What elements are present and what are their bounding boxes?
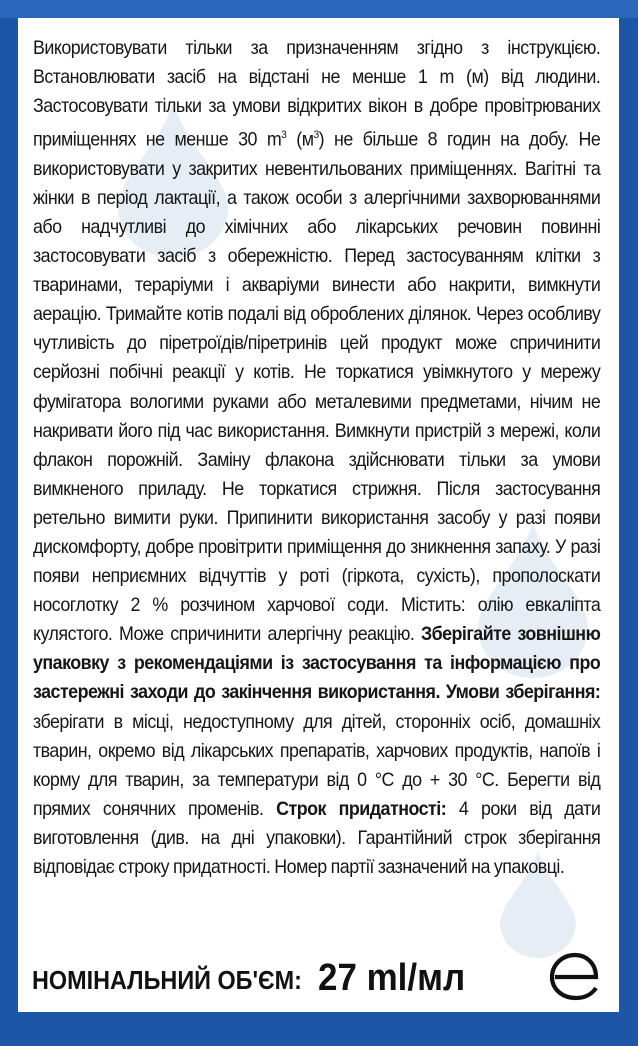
storage-heading: Зберігайте зовнішню упаковку з рекомендаціями із застосування та інформацією про застережні заходи до закінчення використання. Умови зберігання: — [33, 624, 601, 704]
nominal-volume-label: НОМІНАЛЬНИЙ ОБ'ЄМ: — [32, 965, 302, 995]
cubic-superscript: 3 — [281, 129, 287, 142]
shelf-life-heading: Строк придатності: — [276, 798, 447, 820]
e-mark-icon — [547, 950, 603, 1002]
instructions-part-1: Використовувати тільки за призначенням згідно з інструкцією. Встановлювати засіб на відстані не менше 1 m (м) від людини. Застосовувати тільки за умови відкритих вікон в добре провітрюваних приміщеннях не менше 30 m — [33, 38, 601, 151]
label-panel — [18, 18, 619, 1012]
nominal-volume — [32, 946, 612, 1002]
storage-conditions: зберігати в місці, недоступному для дітей, сторонніх осіб, домашніх тварин, окремо від лікарських препаратів, харчових продуктів, напоїв і корму для тварин, за температури від 0 °C до + 30 °C. Берегти від прямих сонячних променів. — [33, 711, 601, 820]
nominal-volume-value: 27 ml/мл — [317, 957, 466, 999]
instructions-text — [33, 34, 600, 882]
cubic-superscript: 3 — [313, 129, 319, 142]
instructions-unit: (м — [286, 129, 314, 151]
shelf-life-text: 4 роки від дати виготовлення (див. на дні упаковки). Гарантійний строк зберігання відповідає строку придатності. Номер партії зазначений на упаковці. — [33, 798, 601, 879]
instructions-part-2: ) не більше 8 годин на добу. Не використовувати у закритих невентильованих приміщеннях. Вагітні та жінки в період лактації, а також особи з алергічними захворюваннями або надчутливі до хімічних або лікарських речовин повинні застосовувати засіб з обережністю. Перед застосуванням клітки з тваринами, тераріуми і акваріуми винести або накрити, вимкнути аерацію. Тримайте котів подалі від оброблених ділянок. Через особливу чутливість до піретроїдів/піретринів цей продукт може спричинити серйозні побічні реакції у котів. Не торкатися увімкнутого у мережу фумігатора вологими руками або металевими предметами, нічим не накривати його під час використання. Вимкнути пристрій з мережі, коли флакон порожній. Заміну флакона здійснювати тільки за умови вимкненого приладу. Не торкатися стрижня. Після застосування ретельно вимити руки. Припинити використання засобу у разі появи дискомфорту, добре провітрити приміщення до зникнення запаху. У разі появи неприємних відчуттів у роті (гіркота, сухість), прополоскати носоглотку 2 % розчином харчової соди. Містить: олію евкаліпта кулястого. Може спричинити алергічну реакцію. — [33, 129, 601, 646]
